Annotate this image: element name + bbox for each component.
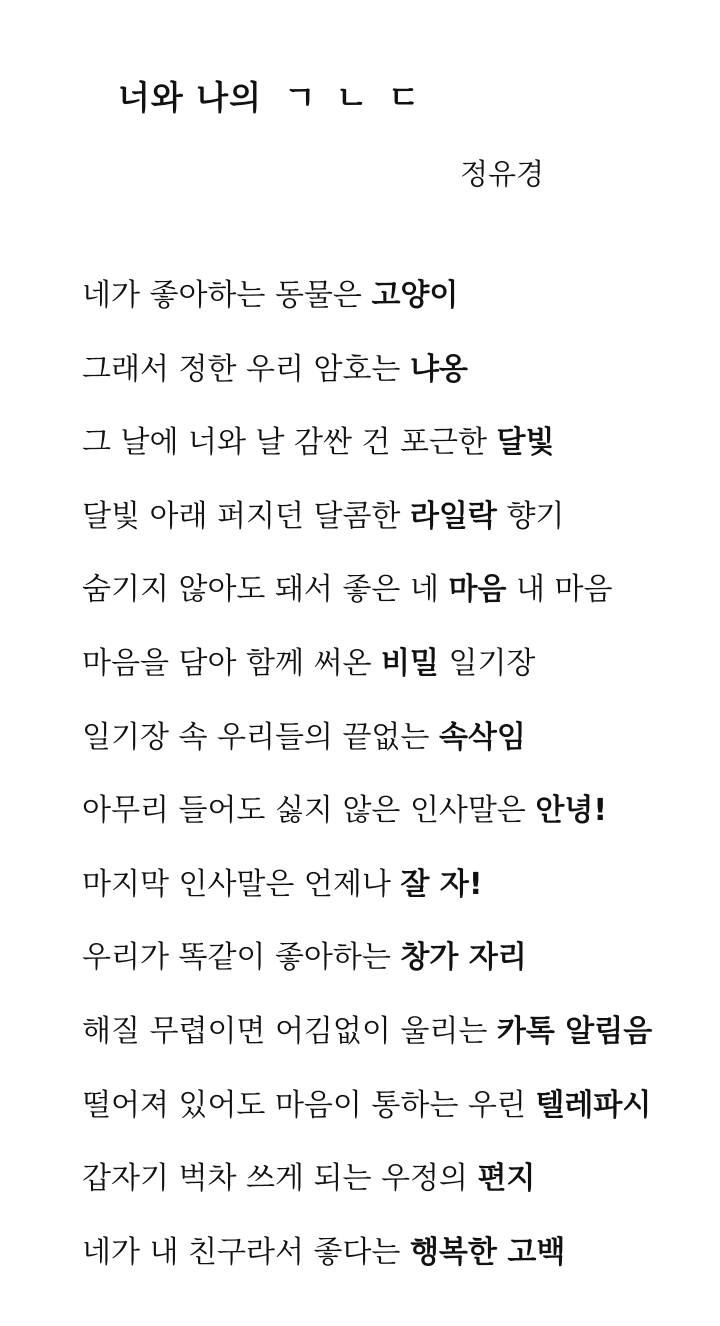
poem-line — [82, 1082, 652, 1156]
line-text: 마지막 인사말은 언제나 — [82, 866, 401, 902]
line-keyword: 카톡 알림음 — [496, 1013, 653, 1049]
poem-line — [82, 640, 652, 714]
line-keyword: 편지 — [477, 1161, 536, 1197]
line-text: 해질 무렵이면 어김없이 울리는 — [82, 1013, 497, 1049]
poem-line — [82, 714, 652, 788]
line-text: 마음을 담아 함께 써온 — [82, 645, 381, 681]
line-text: 갑자기 벅차 쓰게 되는 우정의 — [82, 1161, 478, 1197]
line-text: 떨어져 있어도 마음이 통하는 우린 — [82, 1087, 536, 1123]
line-text-after: 향기 — [496, 498, 565, 534]
poem-line — [82, 861, 652, 935]
line-keyword: 창가 자리 — [400, 940, 527, 976]
poem-line — [82, 1008, 652, 1082]
poem-line — [82, 419, 652, 493]
line-keyword: 고양이 — [371, 278, 459, 313]
poem-line — [82, 1229, 652, 1303]
poem-line — [82, 493, 652, 567]
poem-body — [82, 272, 652, 1302]
line-text: 아무리 들어도 싫지 않은 인사말은 — [82, 793, 536, 829]
line-keyword: 마음 — [448, 572, 507, 608]
poem-line — [82, 787, 652, 861]
line-text: 그래서 정한 우리 암호는 — [82, 351, 410, 387]
line-text: 네가 좋아하는 동물은 — [82, 278, 372, 313]
poem-title-jamo: ㄱㄴㄷ — [284, 78, 440, 117]
poem-line — [82, 272, 652, 346]
line-text: 숨기지 않아도 돼서 좋은 네 — [82, 572, 449, 608]
line-text: 우리가 똑같이 좋아하는 — [82, 940, 401, 976]
line-keyword: 텔레파시 — [535, 1087, 652, 1123]
poem-title — [118, 72, 440, 119]
line-keyword: 안녕! — [535, 793, 608, 829]
line-text-after: 일기장 — [438, 645, 536, 681]
line-text: 네가 내 친구라서 좋다는 — [82, 1234, 410, 1270]
line-keyword: 비밀 — [380, 645, 439, 681]
line-keyword: 라일락 — [409, 498, 497, 534]
line-keyword: 잘 자! — [400, 866, 483, 902]
line-text: 달빛 아래 퍼지던 달콤한 — [82, 498, 410, 534]
line-keyword: 달빛 — [496, 425, 555, 461]
poem-author: 정유경 — [460, 157, 545, 191]
line-keyword: 속삭임 — [438, 719, 526, 755]
line-keyword: 행복한 고백 — [409, 1234, 566, 1270]
poem-line — [82, 1155, 652, 1229]
poem-line — [82, 566, 652, 640]
poem-line — [82, 346, 652, 420]
line-text-after: 내 마음 — [506, 572, 613, 608]
line-text: 일기장 속 우리들의 끝없는 — [82, 719, 439, 755]
poem-line — [82, 934, 652, 1008]
poem-title-main: 너와 나의 — [118, 78, 263, 117]
line-keyword: 냐옹 — [409, 351, 468, 387]
line-text: 그 날에 너와 날 감싼 건 포근한 — [82, 425, 497, 461]
